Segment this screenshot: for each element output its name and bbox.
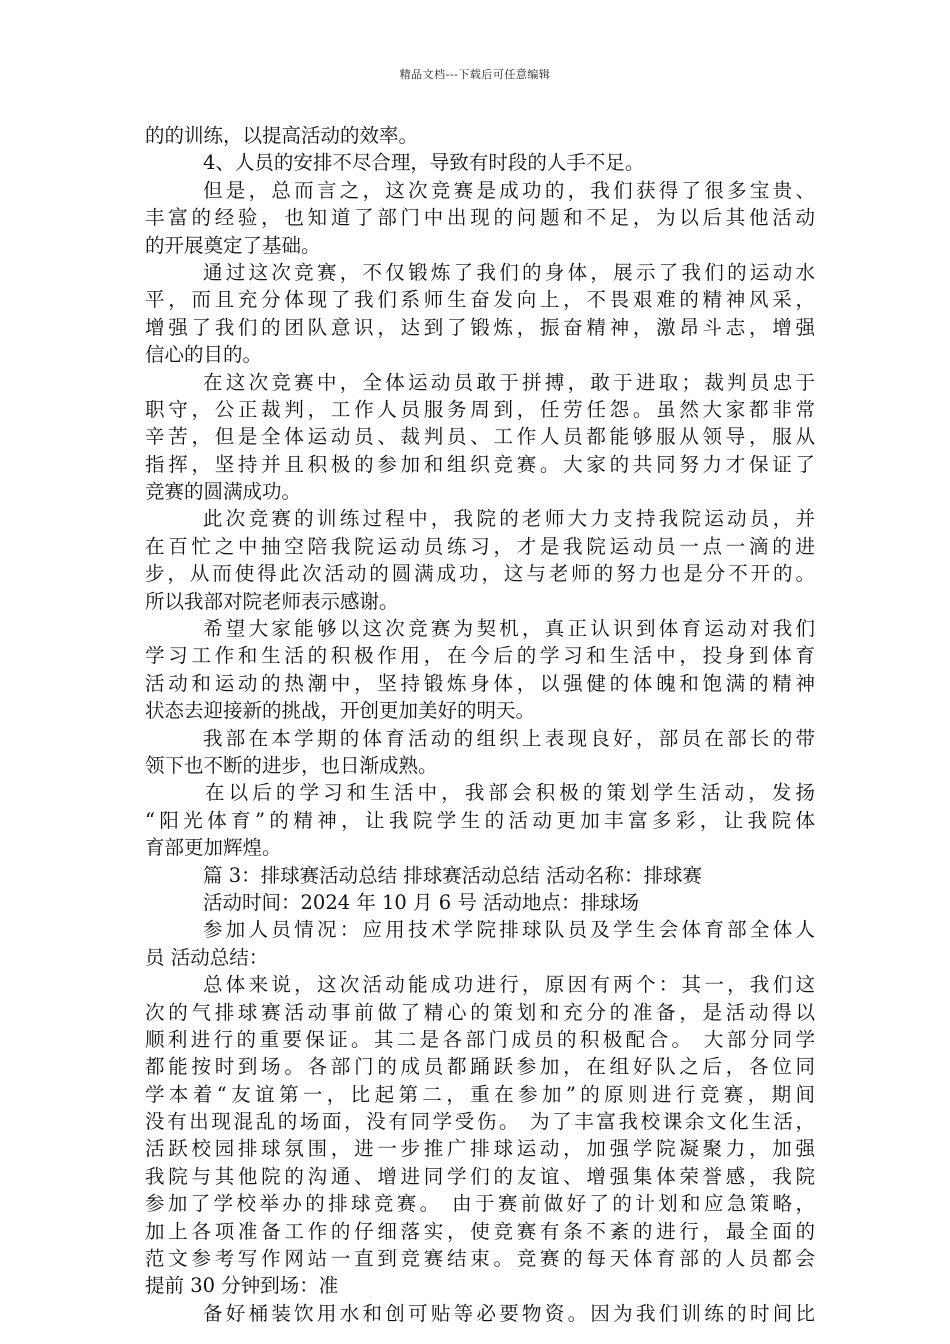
text-line: 平，而且充分体现了我们系师生奋发向上，不畏艰难的精神风采， [145,288,815,312]
text-line: 篇 3：排球赛活动总结 排球赛活动总结 活动名称：排球赛 [203,863,703,887]
text-line: 状态去迎接新的挑战，开创更加美好的明天。 [145,699,536,723]
text-line: 备好桶装饮用水和创可贴等必要物资。因为我们训练的时间比 [203,1301,815,1325]
text-line: 信心的目的。 [145,343,263,367]
text-line: 参加人员情况：应用技术学院排球队员及学生会体育部全体人 [203,918,815,942]
text-line: 员 活动总结： [145,945,269,969]
page-header: 精品文档---下载后可任意编辑 [399,68,551,81]
text-line: 所以我部对院老师表示感谢。 [145,589,399,613]
text-line: 总体来说，这次活动能成功进行，原因有两个：其一，我们这 [203,973,815,997]
text-line: 我院与其他院的沟通、增进同学们的友谊、增强集体荣誉感，我院 [145,1164,815,1188]
text-line: 希望大家能够以这次竞赛为契机，真正认识到体育运动对我们 [203,617,815,641]
text-line: 活动时间：2024 年 10 月 6 号 活动地点：排球场 [203,890,640,914]
text-line: 没有出现混乱的场面，没有同学受伤。 为了丰富我校课余文化生活， [145,1110,815,1134]
text-line: 在这次竞赛中，全体运动员敢于拼搏，敢于进取；裁判员忠于 [203,370,815,394]
text-line: 育部更加辉煌。 [145,836,282,860]
text-line: 参加了学校举办的排球竞赛。 由于赛前做好了的计划和应急策略， [145,1192,815,1216]
text-line: 学习工作和生活的积极作用，在今后的学习和生活中，投身到体育 [145,644,815,668]
text-line: 4、人员的安排不尽合理，导致有时段的人手不足。 [203,151,645,175]
text-line: “阳光体育”的精神，让我院学生的活动更加丰富多彩，让我院体 [145,808,815,832]
text-line: 活跃校园排球氛围，进一步推广排球运动，加强学院凝聚力，加强 [145,1137,815,1161]
text-line: 职守，公正裁判，工作人员服务周到，任劳任怨。虽然大家都非常 [145,397,815,421]
text-line: 的的训练，以提高活动的效率。 [145,124,419,147]
text-line: 此次竞赛的训练过程中，我院的老师大力支持我院运动员，并 [203,507,815,531]
text-line: 增强了我们的团队意识，达到了锻炼，振奋精神，激昂斗志，增强 [145,315,815,339]
text-line: 我部在本学期的体育活动的组织上表现良好，部员在部长的带 [203,726,815,750]
text-line: 次的气排球赛活动事前做了精心的策划和充分的准备，是活动得以 [145,1000,815,1024]
text-line: 领下也不断的进步，也日渐成熟。 [145,753,438,777]
text-line: 在以后的学习和生活中，我部会积极的策划学生活动，发扬 [205,781,815,805]
text-line: 辛苦，但是全体运动员、裁判员、工作人员都能够服从领导，服从 [145,425,815,449]
text-line: 顺利进行的重要保证。其二是各部门成员的积极配合。 大部分同学 [145,1027,815,1051]
text-line: 竞赛的圆满成功。 [145,480,302,504]
text-line: 步，从而使得此次活动的圆满成功，这与老师的努力也是分不开的。 [145,562,815,586]
text-line: 范文参考写作网站一直到竞赛结束。竞赛的每天体育部的人员都会 [145,1247,815,1271]
text-line: 提前 30 分钟到场：准 [145,1274,339,1298]
text-line: 丰富的经验，也知道了部门中出现的问题和不足，为以后其他活动 [145,206,815,230]
text-line: 指挥，坚持并且积极的参加和组织竞赛。大家的共同努力才保证了 [145,452,815,476]
text-line: 在百忙之中抽空陪我院运动员练习，才是我院运动员一点一滴的进 [145,534,815,558]
text-line: 加上各项准备工作的仔细落实，使竞赛有条不紊的进行，最全面的 [145,1219,815,1243]
text-line: 通过这次竞赛，不仅锻炼了我们的身体，展示了我们的运动水 [203,260,815,284]
document-body [145,122,815,1327]
text-line: 但是，总而言之，这次竞赛是成功的，我们获得了很多宝贵、 [203,178,815,202]
text-line: 都能按时到场。各部门的成员都踊跃参加，在组好队之后，各位同 [145,1055,815,1079]
text-line: 的开展奠定了基础。 [145,233,321,257]
text-line: 活动和运动的热潮中，坚持锻炼身体，以强健的体魄和饱满的精神 [145,671,815,695]
text-line: 学本着“友谊第一，比起第二，重在参加”的原则进行竞赛，期间 [145,1082,815,1106]
